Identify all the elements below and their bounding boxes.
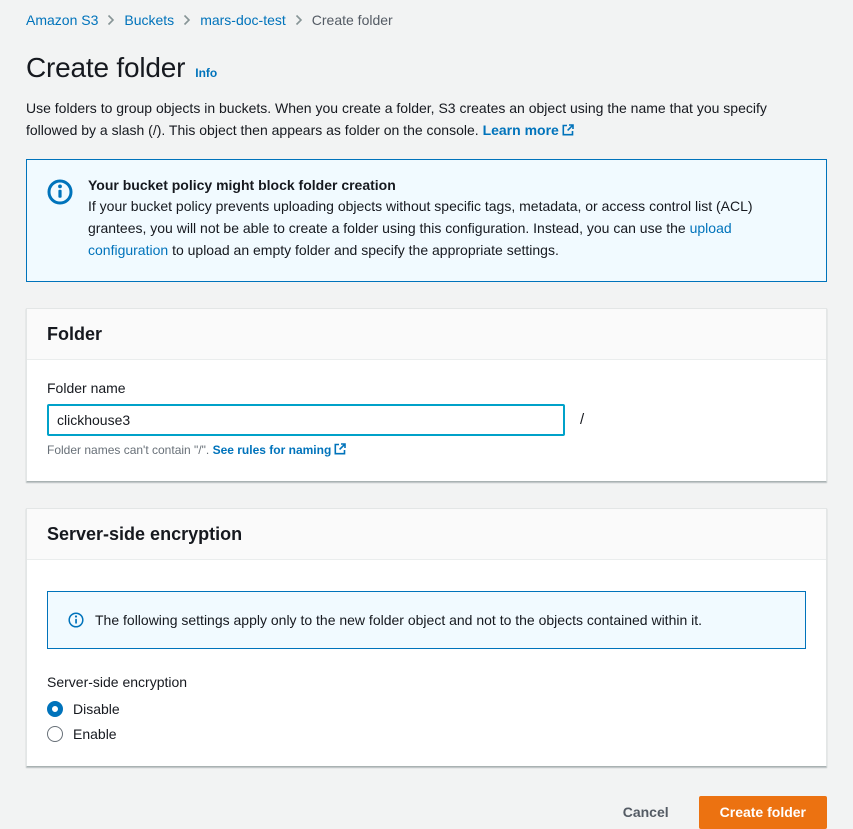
encryption-field-label: Server-side encryption (47, 673, 188, 690)
folder-section (26, 308, 827, 482)
encryption-section-title: Server-side encryption (47, 523, 243, 544)
radio-option-disable[interactable] (47, 701, 806, 717)
cancel-button[interactable]: Cancel (622, 804, 669, 821)
naming-rules-label: See rules for naming (212, 442, 332, 457)
folder-name-suffix: / (580, 411, 585, 429)
bucket-policy-alert (26, 159, 827, 282)
radio-button-enable[interactable] (47, 726, 63, 742)
learn-more-label: Learn more (482, 122, 559, 139)
chevron-right-icon (183, 14, 191, 26)
encryption-section (26, 508, 827, 767)
info-link[interactable]: Info (195, 66, 218, 80)
breadcrumb (26, 0, 827, 28)
external-link-icon (334, 443, 346, 455)
external-link-icon (562, 124, 574, 136)
alert-body-text-1: If your bucket policy prevents uploading objects without specific tags, metadata, or access control list (ACL) grantees, you will not be able to create a folder using this configuration. Instead, you can use the (88, 197, 753, 236)
form-actions (26, 796, 827, 829)
naming-rules-link[interactable] (213, 443, 347, 457)
folder-name-label: Folder name (47, 379, 126, 396)
alert-body-text-2: to upload an empty folder and specify the appropriate settings. (172, 241, 559, 258)
radio-button-disable[interactable] (47, 701, 63, 717)
info-circle-outline-icon (68, 612, 84, 628)
alert-content (88, 177, 788, 262)
page-header (26, 52, 827, 84)
chevron-right-icon (107, 14, 115, 26)
radio-label-disable: Disable (73, 700, 120, 717)
upload-configuration-link[interactable]: upload configuration (88, 219, 732, 258)
folder-name-constraint-text: Folder names can't contain "/". (47, 442, 210, 457)
encryption-note (47, 591, 806, 649)
page-title: Create folder (26, 52, 186, 83)
breadcrumb-amazon-s3[interactable]: Amazon S3 (26, 12, 99, 28)
chevron-right-icon (295, 14, 303, 26)
encryption-section-body (27, 560, 826, 766)
alert-body (88, 196, 788, 262)
breadcrumb-current-page: Create folder (311, 12, 393, 28)
folder-name-input-row (47, 404, 806, 436)
encryption-section-header (27, 509, 826, 560)
learn-more-link[interactable] (483, 122, 574, 138)
radio-option-enable[interactable] (47, 726, 806, 742)
encryption-radio-group (47, 701, 806, 742)
breadcrumb-bucket-name[interactable]: mars-doc-test (200, 12, 286, 28)
folder-section-body (27, 360, 826, 481)
page-description-text: Use folders to group objects in buckets. When you create a folder, S3 creates an object using the name that you specify followed by a slash (/). This object then appears as folder on the console. (26, 100, 767, 139)
radio-label-enable: Enable (73, 725, 117, 742)
folder-name-input[interactable] (47, 404, 565, 436)
breadcrumb-buckets[interactable]: Buckets (124, 12, 175, 28)
create-folder-button[interactable]: Create folder (699, 796, 827, 829)
folder-section-header (27, 309, 826, 360)
page-description (26, 97, 818, 142)
info-circle-icon (47, 177, 73, 262)
alert-title: Your bucket policy might block folder creation (88, 176, 396, 193)
folder-name-helper (47, 443, 806, 457)
encryption-note-text: The following settings apply only to the new folder object and not to the objects contained within it. (95, 611, 703, 628)
folder-section-title: Folder (47, 323, 103, 344)
